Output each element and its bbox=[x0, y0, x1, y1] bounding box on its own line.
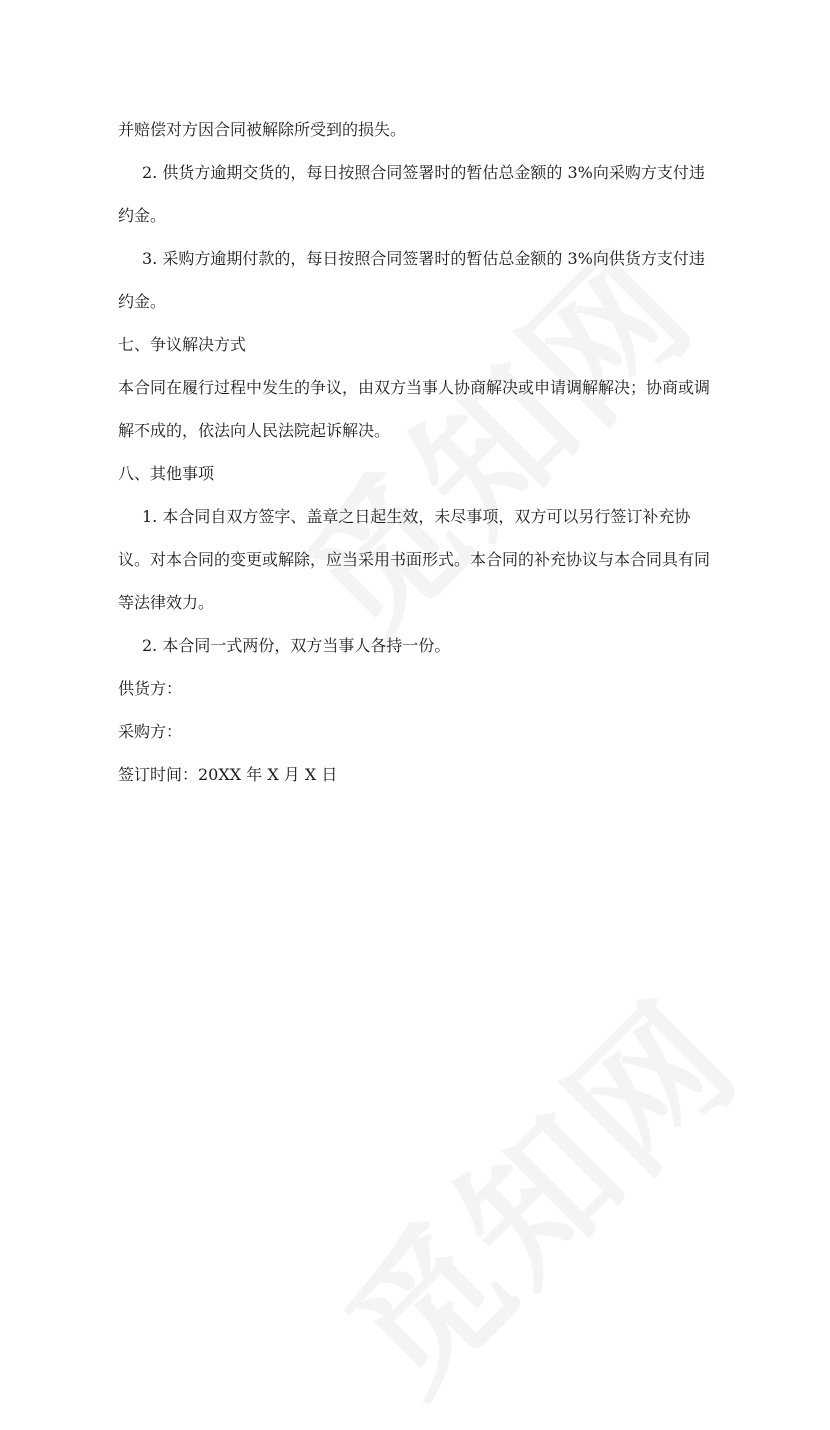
buyer-signature-label: 采购方： bbox=[118, 722, 183, 741]
penalty-clause-2: 2. 供货方逾期交货的，每日按照合同签署时的暂估总金额的 3%向采购方支付违约金。 bbox=[118, 163, 705, 225]
section-8-clause-2: 2. 本合同一式两份，双方当事人各持一份。 bbox=[142, 636, 451, 655]
paragraph-continuation: 并赔偿对方因合同被解除所受到的损失。 bbox=[118, 120, 407, 139]
signing-date: 签订时间：20XX 年 X 月 X 日 bbox=[118, 765, 338, 784]
section-7-heading: 七、争议解决方式 bbox=[118, 335, 247, 354]
watermark bbox=[292, 946, 776, 1430]
penalty-clause-3: 3. 采购方逾期付款的，每日按照合同签署时的暂估总金额的 3%向供货方支付违约金。 bbox=[118, 249, 705, 311]
contract-body bbox=[118, 108, 713, 796]
supplier-signature-label: 供货方： bbox=[118, 679, 183, 698]
section-8-heading: 八、其他事项 bbox=[118, 464, 215, 483]
section-8-clause-1: 1. 本合同自双方签字、盖章之日起生效，未尽事项，双方可以另行签订补充协议。对本合同的变更或解除，应当采用书面形式。本合同的补充协议与本合同具有同等法律效力。 bbox=[118, 507, 711, 612]
section-7-text: 本合同在履行过程中发生的争议，由双方当事人协商解决或申请调解解决；协商或调解不成的，依法向人民法院起诉解决。 bbox=[118, 378, 711, 440]
